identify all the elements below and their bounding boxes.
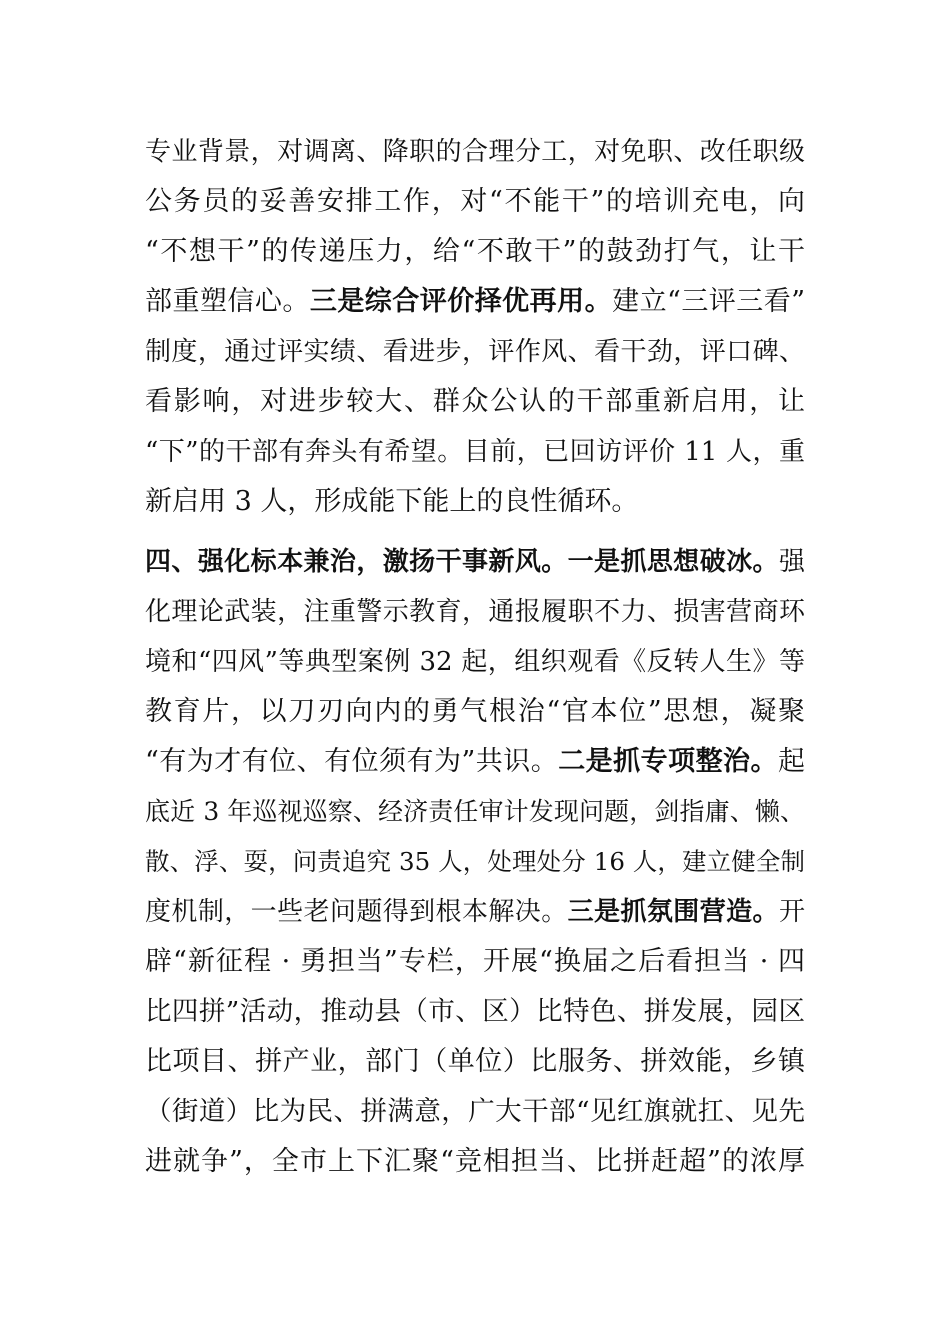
text-run: 起 xyxy=(778,746,805,777)
text-run: 比四拼”活动，推动县（市、区）比特色、拼发展，园区 xyxy=(145,996,805,1027)
text-run: 教育片，以刀刃向内的勇气根治“官本位”思想，凝聚 xyxy=(145,696,805,727)
bold-heading-run: 三是抓氛围营造。 xyxy=(567,897,779,927)
text-line xyxy=(145,432,805,472)
text-line xyxy=(145,942,805,982)
text-line xyxy=(145,332,805,372)
bold-heading-run: 四、强化标本兼治，激扬干事新风。一是抓思想破冰。 xyxy=(145,547,779,577)
text-run: 制度，通过评实绩、看进步，评作风、看干劲，评口碑、 xyxy=(145,337,805,367)
bold-heading-run: 三是综合评价择优再用。 xyxy=(309,286,613,317)
text-line xyxy=(145,642,805,682)
text-line xyxy=(145,382,805,422)
text-run: 强 xyxy=(778,547,805,577)
text-run: 化理论武装，注重警示教育，通报履职不力、损害营商环 xyxy=(145,597,805,627)
text-line xyxy=(145,542,805,582)
text-line xyxy=(145,742,805,782)
text-line xyxy=(145,1092,805,1132)
text-line xyxy=(145,482,805,522)
text-line xyxy=(145,592,805,632)
bold-heading-run: 二是抓专项整治。 xyxy=(558,746,778,777)
text-run: 散、浮、耍，问责追究 35 人，处理处分 16 人，建立健全制 xyxy=(145,847,805,876)
text-run: 建立“三评三看” xyxy=(612,286,806,317)
text-run: 开 xyxy=(778,897,805,927)
text-line xyxy=(145,182,805,222)
text-run: 辟“新征程 · 勇担当”专栏，开展“换届之后看担当 · 四 xyxy=(145,946,805,977)
text-run: 专业背景，对调离、降职的合理分工，对免职、改任职级 xyxy=(145,137,805,167)
text-run: 底近 3 年巡视巡察、经济责任审计发现问题，剑指庸、懒、 xyxy=(145,797,805,826)
text-line xyxy=(145,132,805,172)
text-line xyxy=(145,1142,805,1182)
text-line xyxy=(145,842,805,882)
text-line xyxy=(145,1042,805,1082)
text-run: 度机制，一些老问题得到根本解决。 xyxy=(145,897,568,927)
text-run: “不想干”的传递压力，给“不敢干”的鼓劲打气，让干 xyxy=(145,236,805,267)
text-line xyxy=(145,232,805,272)
text-run: 看影响，对进步较大、群众公认的干部重新启用，让 xyxy=(145,386,805,417)
text-run: 部重塑信心。 xyxy=(145,286,310,317)
text-line xyxy=(145,282,805,322)
text-run: “下”的干部有奔头有希望。目前，已回访评价 11 人，重 xyxy=(145,437,805,467)
text-run: 境和“四风”等典型案例 32 起，组织观看《反转人生》等 xyxy=(145,647,805,677)
text-run: “有为才有位、有位须有为”共识。 xyxy=(145,746,559,777)
text-line xyxy=(145,792,805,832)
text-line xyxy=(145,892,805,932)
text-run: 新启用 3 人，形成能下能上的良性循环。 xyxy=(145,486,639,517)
text-run: （街道）比为民、拼满意，广大干部“见红旗就扛、见先 xyxy=(145,1096,805,1127)
text-run: 公务员的妥善安排工作，对“不能干”的培训充电，向 xyxy=(145,186,805,217)
text-line xyxy=(145,992,805,1032)
text-line xyxy=(145,692,805,732)
text-run: 进就争”，全市上下汇聚“竞相担当、比拼赶超”的浓厚 xyxy=(145,1146,805,1177)
text-run: 比项目、拼产业，部门（单位）比服务、拼效能，乡镇 xyxy=(145,1046,805,1077)
